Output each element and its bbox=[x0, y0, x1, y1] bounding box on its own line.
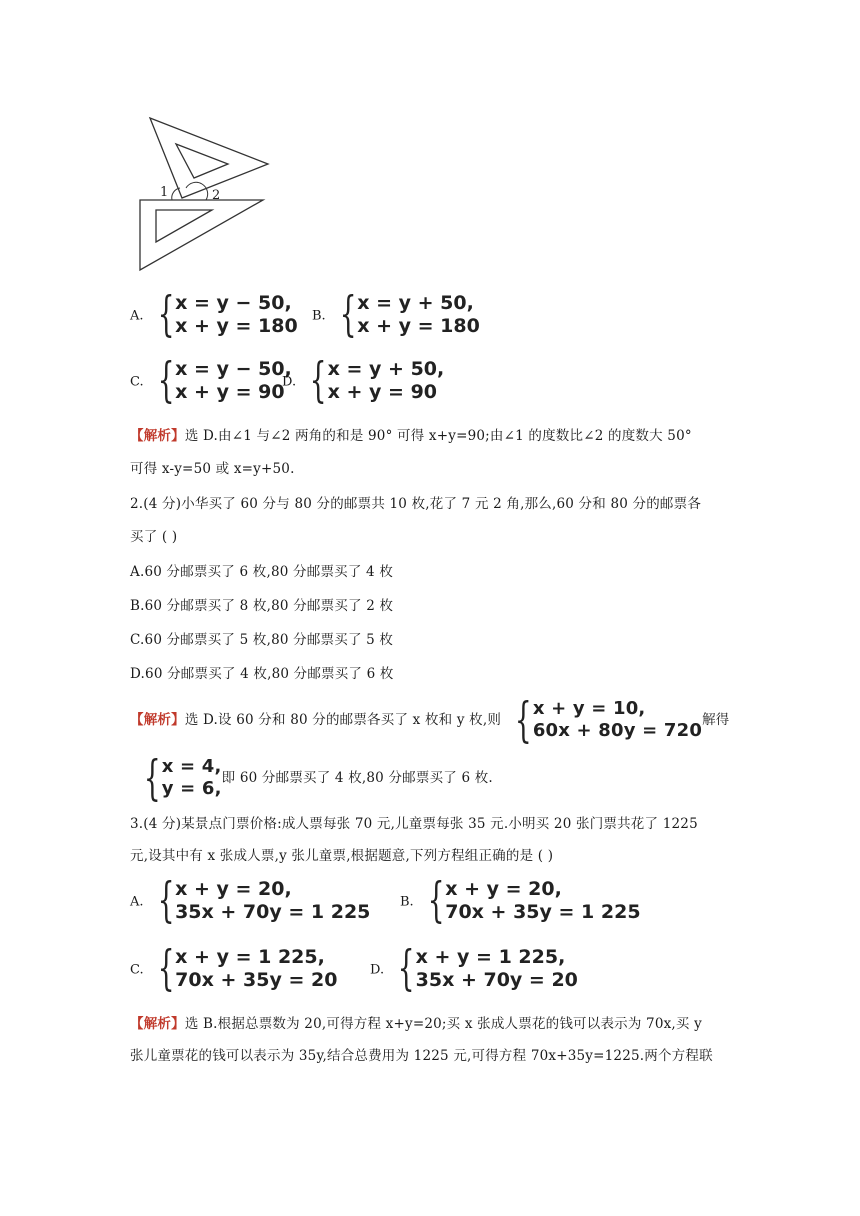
analysis-tag: 【解析】 bbox=[130, 428, 185, 444]
brace: { bbox=[157, 872, 175, 928]
equation: x + y = 90 bbox=[327, 381, 438, 403]
q3-analysis-line1 bbox=[130, 1014, 702, 1034]
analysis-text: 解得 bbox=[702, 712, 730, 728]
option-label: D. bbox=[370, 962, 385, 978]
analysis-tag: 【解析】 bbox=[130, 1016, 185, 1032]
angle2-arc bbox=[186, 182, 208, 200]
angle1-label: 1 bbox=[160, 185, 169, 200]
equation: 70x + 35y = 1 225 bbox=[445, 901, 641, 923]
upper-set-square-inner bbox=[176, 144, 228, 178]
equation: x + y = 20, bbox=[175, 878, 292, 900]
equation: x = y + 50, bbox=[327, 358, 445, 380]
option-label: C. bbox=[130, 374, 144, 390]
q2-analysis-line2 bbox=[130, 750, 493, 806]
brace: { bbox=[514, 692, 532, 748]
equation: x + y = 90 bbox=[175, 381, 285, 403]
equation: y = 6, bbox=[161, 778, 222, 799]
brace: { bbox=[427, 872, 445, 928]
brace: { bbox=[143, 750, 161, 806]
q2-stem-line1: 2.(4 分)小华买了 60 分与 80 分的邮票共 10 枚,花了 7 元 2 角,那么,60 分和 80 分的邮票各 bbox=[130, 496, 702, 512]
lower-set-square-inner bbox=[156, 210, 212, 242]
analysis-text: 选 D.设 60 分和 80 分的邮票各买了 x 枚和 y 枚,则 bbox=[184, 712, 502, 728]
q2-option-a[interactable]: A.60 分邮票买了 6 枚,80 分邮票买了 4 枚 bbox=[130, 564, 394, 580]
brace: { bbox=[157, 286, 175, 342]
q3-option-a[interactable] bbox=[130, 872, 371, 928]
q1-analysis-line2: 可得 x-y=50 或 x=y+50. bbox=[130, 461, 295, 477]
q2-stem-line2: 买了 ( ) bbox=[130, 529, 178, 545]
equation: x + y = 180 bbox=[357, 315, 480, 337]
q1-option-a[interactable] bbox=[130, 286, 298, 342]
analysis-text: 即 60 分邮票买了 4 枚,80 分邮票买了 6 枚. bbox=[221, 770, 493, 786]
analysis-text: 选 B.根据总票数为 20,可得方程 x+y=20;买 x 张成人票花的钱可以表示为 70x,买 y bbox=[184, 1016, 702, 1032]
equation: x = y − 50, bbox=[175, 358, 292, 380]
analysis-text: 选 D.由∠1 与∠2 两角的和是 90° 可得 x+y=90;由∠1 的度数比∠2 的度数大 50° bbox=[184, 428, 692, 444]
equation: x + y = 180 bbox=[175, 315, 298, 337]
option-label: B. bbox=[312, 308, 326, 324]
equation: x = y + 50, bbox=[357, 292, 474, 314]
equation: x + y = 20, bbox=[445, 878, 562, 900]
equation: x = y − 50, bbox=[175, 292, 292, 314]
equation: 60x + 80y = 720 bbox=[532, 720, 703, 741]
brace: { bbox=[157, 940, 175, 996]
q3-stem-line2: 元,设其中有 x 张成人票,y 张儿童票,根据题意,下列方程组正确的是 ( ) bbox=[130, 848, 554, 864]
q1-option-b[interactable] bbox=[312, 286, 480, 342]
equation: 70x + 35y = 20 bbox=[175, 969, 338, 991]
equation: x = 4, bbox=[161, 756, 222, 777]
brace: { bbox=[397, 940, 415, 996]
brace: { bbox=[157, 352, 175, 408]
option-label: A. bbox=[130, 894, 144, 910]
q3-analysis-line2: 张儿童票花的钱可以表示为 35y,结合总费用为 1225 元,可得方程 70x+35y=1225.两个方程联 bbox=[130, 1048, 713, 1064]
q2-option-c[interactable]: C.60 分邮票买了 5 枚,80 分邮票买了 5 枚 bbox=[130, 632, 394, 648]
triangle-figure bbox=[120, 108, 280, 278]
brace: { bbox=[309, 352, 327, 408]
q3-stem-line1: 3.(4 分)某景点门票价格:成人票每张 70 元,儿童票每张 35 元.小明买 20 张门票共花了 1225 bbox=[130, 816, 698, 832]
q2-option-d[interactable]: D.60 分邮票买了 4 枚,80 分邮票买了 6 枚 bbox=[130, 666, 394, 682]
angle2-label: 2 bbox=[212, 188, 221, 203]
equation: x + y = 1 225, bbox=[415, 946, 566, 968]
q1-option-c[interactable] bbox=[130, 352, 292, 408]
option-label: A. bbox=[130, 308, 144, 324]
equation: 35x + 70y = 1 225 bbox=[175, 901, 371, 923]
q3-option-d[interactable] bbox=[370, 940, 578, 996]
option-label: C. bbox=[130, 962, 144, 978]
equation: 35x + 70y = 20 bbox=[415, 969, 578, 991]
option-label: D. bbox=[282, 374, 297, 390]
q3-option-b[interactable] bbox=[400, 872, 641, 928]
q3-option-c[interactable] bbox=[130, 940, 338, 996]
equation: x + y = 10, bbox=[532, 698, 646, 719]
brace: { bbox=[339, 286, 357, 342]
q1-analysis-line1 bbox=[130, 426, 692, 446]
option-label: B. bbox=[400, 894, 414, 910]
q2-analysis-line1 bbox=[130, 692, 730, 748]
q1-option-d[interactable] bbox=[282, 352, 445, 408]
analysis-tag: 【解析】 bbox=[130, 712, 185, 728]
q2-option-b[interactable]: B.60 分邮票买了 8 枚,80 分邮票买了 2 枚 bbox=[130, 598, 394, 614]
equation: x + y = 1 225, bbox=[175, 946, 325, 968]
